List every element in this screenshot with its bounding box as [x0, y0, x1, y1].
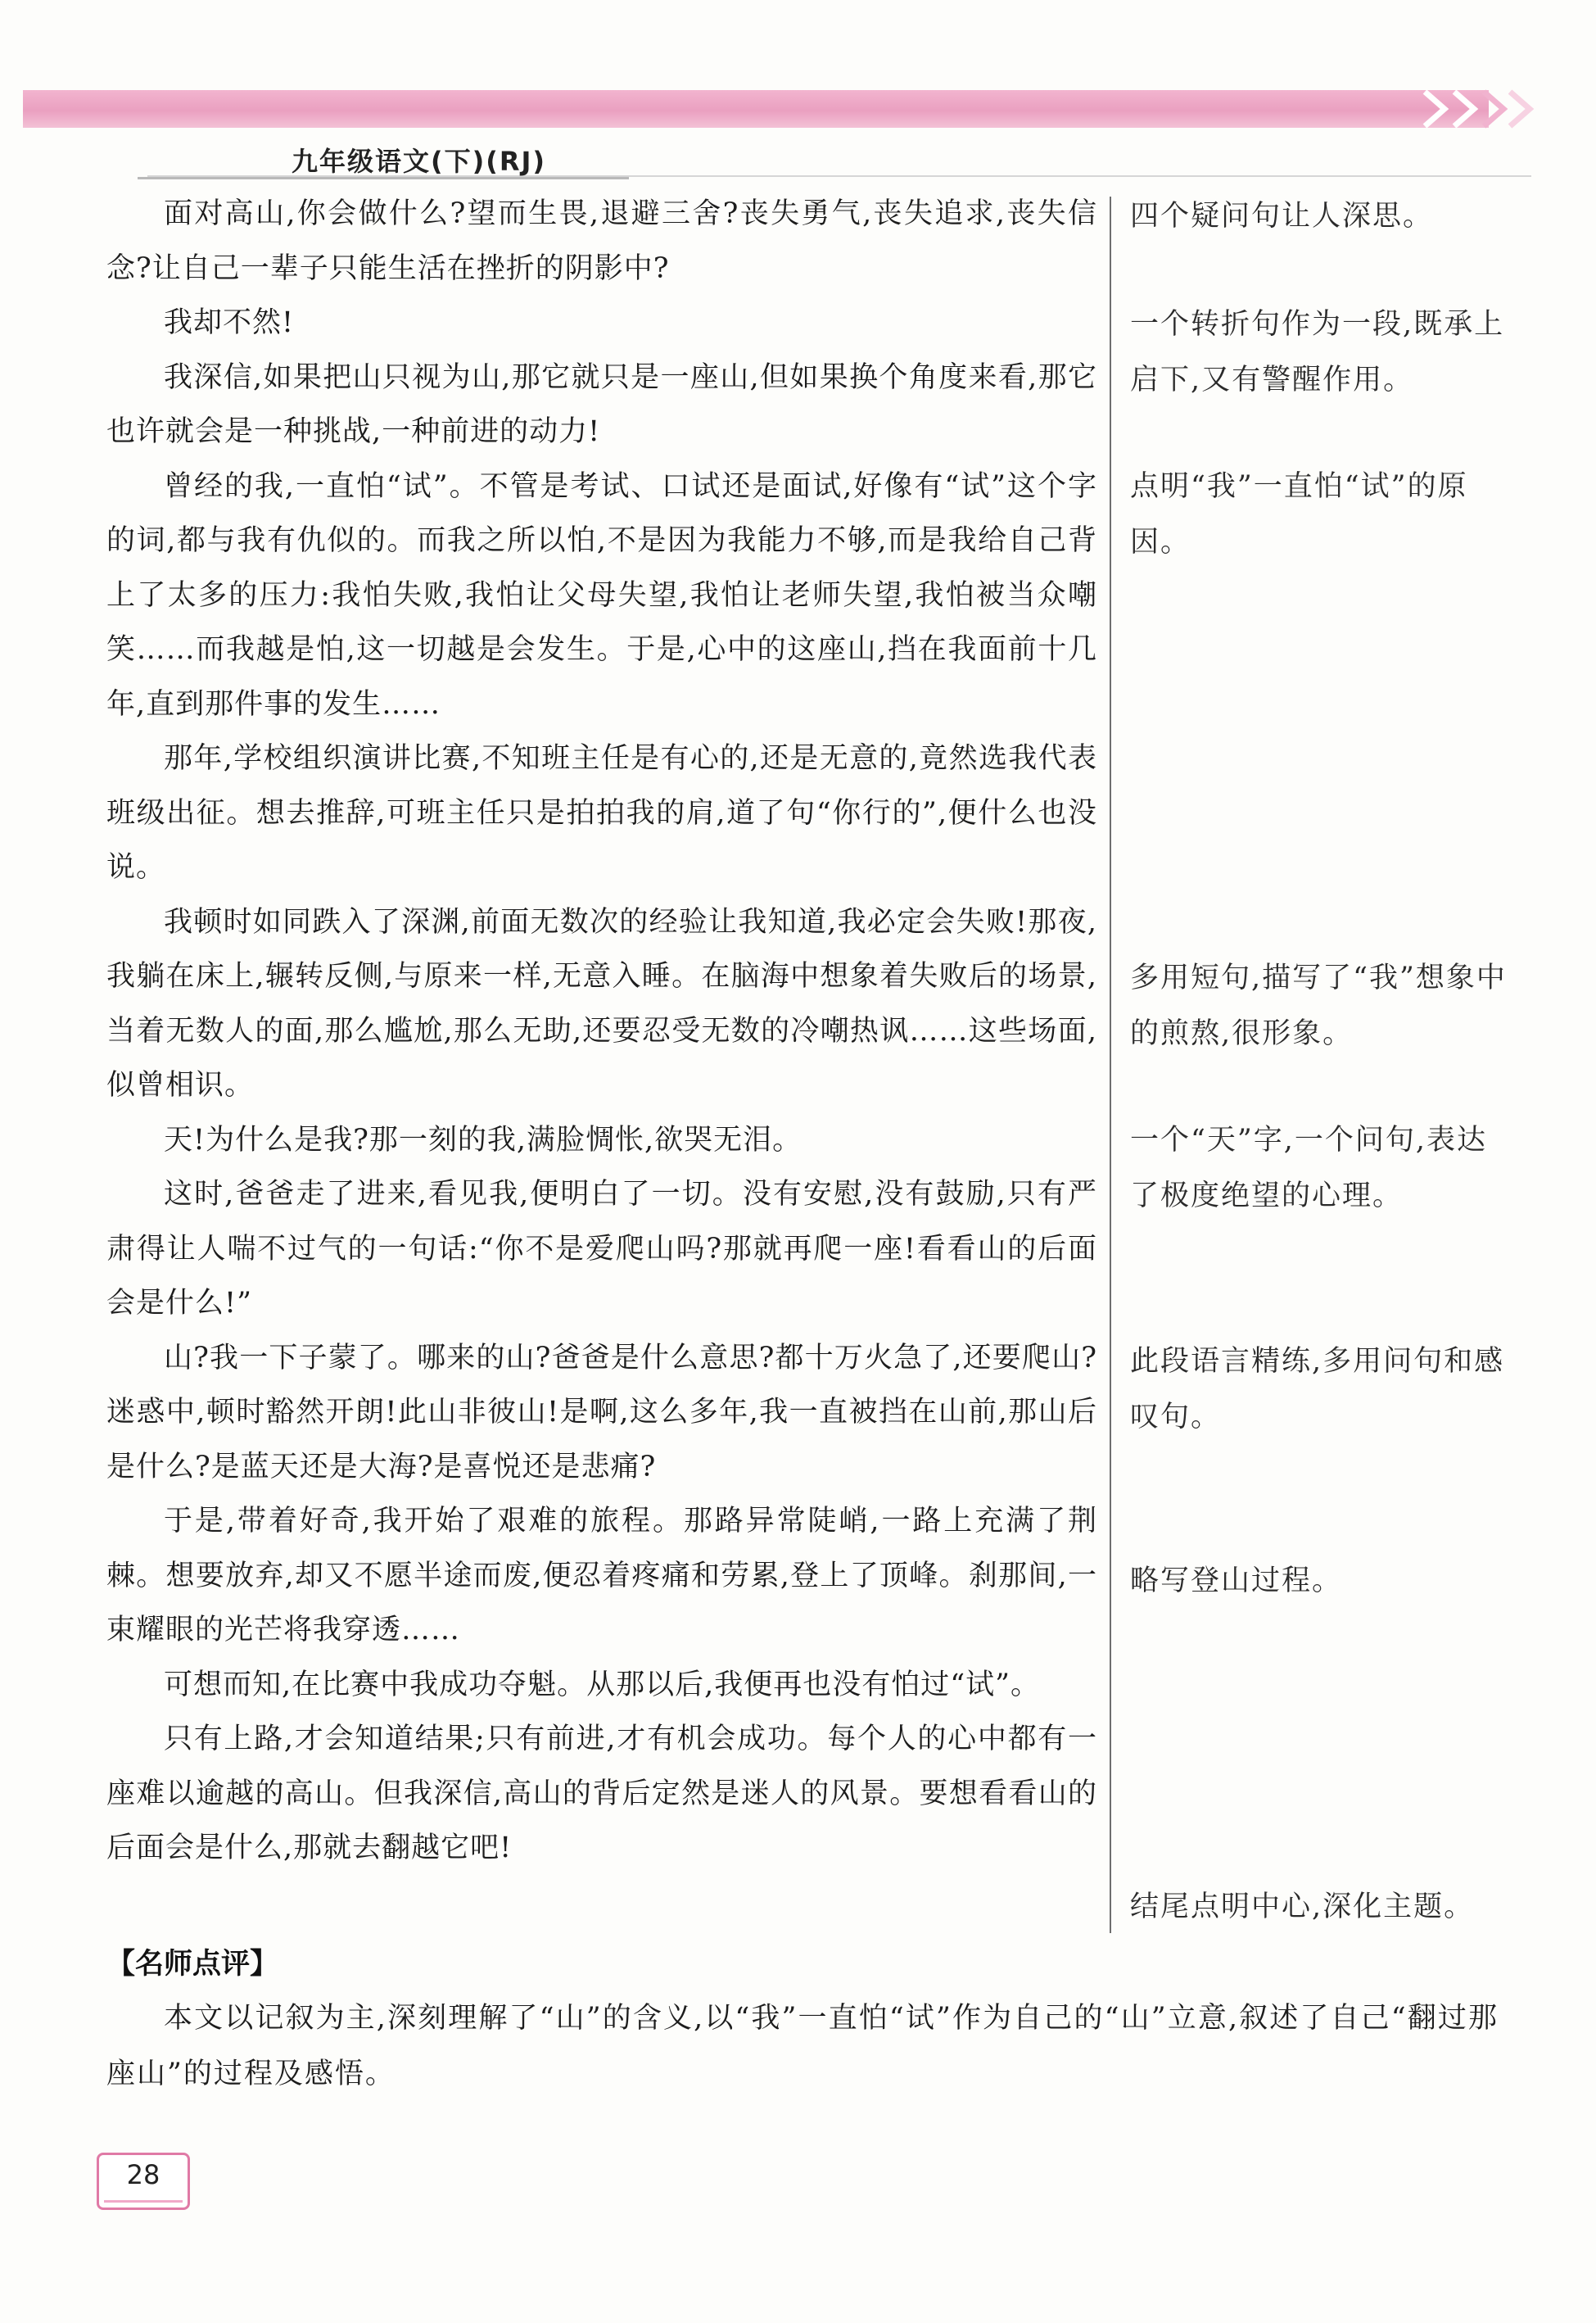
- margin-note: 多用短句,描写了“我”想象中的煎熬,很形象。: [1130, 962, 1507, 1050]
- essay-paragraph: 于是,带着好奇,我开始了艰难的旅程。那路异常陡峭,一路上充满了荆棘。想要放弃,却又不愿半途而废,便忍着疼痛和劳累,登上了顶峰。刹那间,一束耀眼的光芒将我穿透……: [106, 1505, 1097, 1646]
- margin-note: 一个转折句作为一段,既承上启下,又有警醒作用。: [1130, 308, 1505, 396]
- essay-paragraph: 只有上路,才会知道结果;只有前进,才有机会成功。每个人的心中都有一座难以逾越的高山。但我深信,高山的背后定然是迷人的风景。要想看看山的后面会是什么,那就去翻越它吧!: [106, 1723, 1097, 1864]
- margin-note: 此段语言精练,多用问句和感叹句。: [1130, 1345, 1505, 1433]
- header-title: 九年级语文(下)(RJ): [292, 146, 547, 177]
- essay-paragraph: 曾经的我,一直怕“试”。不管是考试、口试还是面试,好像有“试”这个字的词,都与我有仇似的。而我之所以怕,不是因为我能力不够,而是我给自己背上了太多的压力:我怕失败,我怕让父母失望,我怕让老师失望,我怕被当众嘲笑……而我越是怕,这一切越是会发生。于是,心中的这座山,挡在我面前十几年,直到那件事的发生……: [106, 469, 1097, 721]
- essay-paragraph: 我却不然!: [164, 306, 295, 339]
- essay-body: [106, 187, 1097, 1876]
- page-number: 28: [126, 2159, 161, 2190]
- essay-paragraph: 天!为什么是我?那一刻的我,满脸惆怅,欲哭无泪。: [164, 1123, 803, 1157]
- header-decor-band: [23, 90, 1489, 128]
- essay-paragraph: 可想而知,在比赛中我成功夺魁。从那以后,我便再也没有怕过“试”。: [164, 1668, 1041, 1701]
- essay-paragraph: 我顿时如同跌入了深渊,前面无数次的经验让我知道,我必定会失败!那夜,我躺在床上,辗转反侧,与原来一样,无意入睡。在脑海中想象着失败后的场景,当着无数人的面,那么尴尬,那么无助,还要忍受无数的冷嘲热讽……这些场面,似曾相识。: [106, 905, 1097, 1102]
- essay-paragraph: 那年,学校组织演讲比赛,不知班主任是有心的,还是无意的,竟然选我代表班级出征。想去推辞,可班主任只是拍拍我的肩,道了句“你行的”,便什么也没说。: [106, 742, 1097, 884]
- margin-note: 点明“我”一直怕“试”的原因。: [1130, 470, 1468, 559]
- chevron-right-icon: [1417, 85, 1539, 133]
- margin-divider: [1110, 197, 1111, 1933]
- essay-paragraph: 山?我一下子蒙了。哪来的山?爸爸是什么意思?都十万火急了,还要爬山?迷惑中,顿时豁然开朗!此山非彼山!是啊,这么多年,我一直被挡在山前,那山后是什么?是蓝天还是大海?是喜悦还是悲痛?: [106, 1341, 1097, 1483]
- margin-note: 四个疑问句让人深思。: [1130, 200, 1434, 233]
- essay-paragraph: 这时,爸爸走了进来,看见我,便明白了一切。没有安慰,没有鼓励,只有严肃得让人喘不过气的一句话:“你不是爱爬山吗?那就再爬一座!看看山的后面会是什么!”: [106, 1178, 1097, 1320]
- margin-note: 一个“天”字,一个问句,表达了极度绝望的心理。: [1130, 1124, 1488, 1212]
- margin-note: 结尾点明中心,深化主题。: [1130, 1891, 1475, 1923]
- teacher-comment-heading: 【名师点评】: [106, 1948, 279, 1981]
- margin-note: 略写登山过程。: [1130, 1565, 1343, 1597]
- essay-paragraph: 我深信,如果把山只视为山,那它就只是一座山,但如果换个角度来看,那它也许就会是一种挑战,一种前进的动力!: [106, 360, 1097, 448]
- teacher-comment-body: 本文以记叙为主,深刻理解了“山”的含义,以“我”一直怕“试”作为自己的“山”立意,叙述了自己“翻过那座山”的过程及感悟。: [106, 2002, 1499, 2090]
- essay-paragraph: 面对高山,你会做什么?望而生畏,退避三舍?丧失勇气,丧失追求,丧失信念?让自己一辈子只能生活在挫折的阴影中?: [106, 197, 1097, 285]
